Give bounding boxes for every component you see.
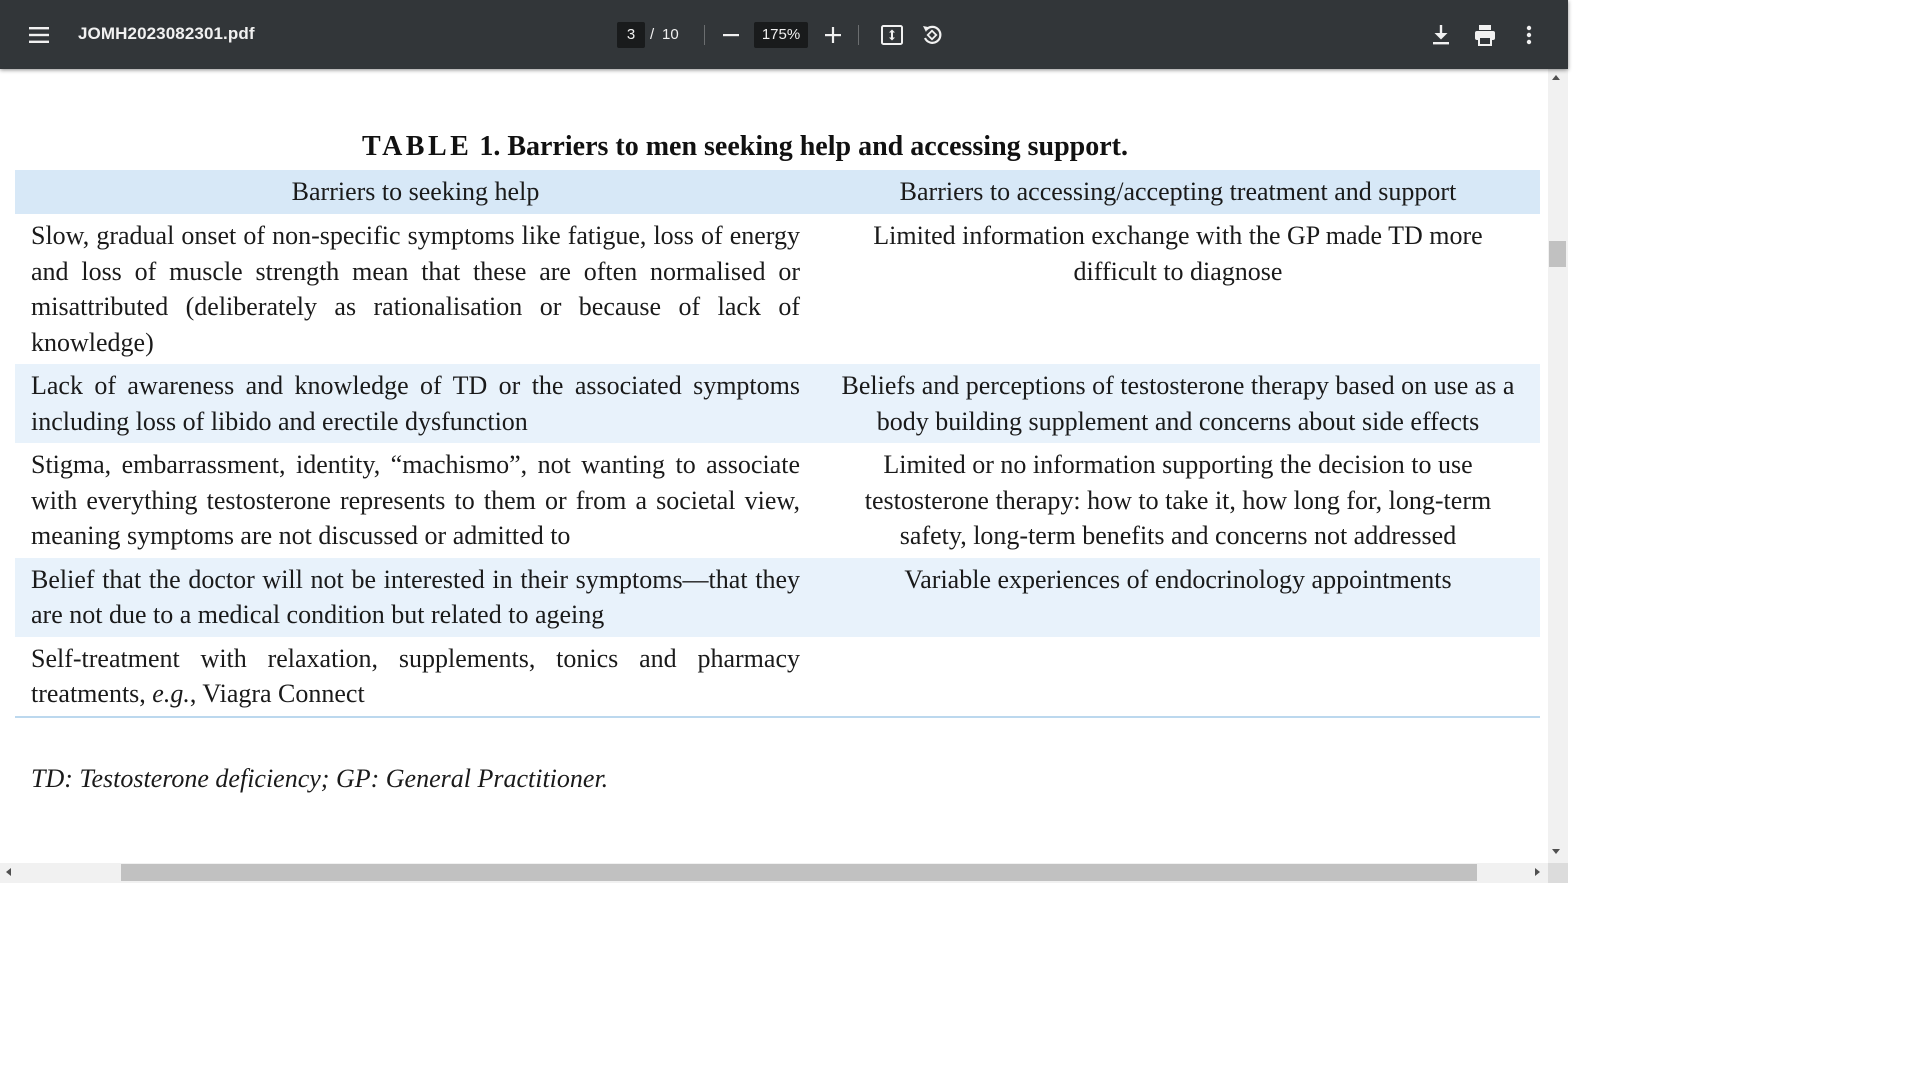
table-cell: Limited information exchange with the GP made TD more difficult to diagnose xyxy=(873,221,1483,286)
table-title-label: TABLE xyxy=(361,131,473,162)
vertical-scrollbar[interactable] xyxy=(1548,69,1568,863)
table-cell: Slow, gradual onset of non-specific symptoms like fatigue, loss of energy and loss of muscle strength mean that these are often normalised or misattributed (deliberately as rationalisation or because of lack of knowledge) xyxy=(31,221,800,357)
toolbar-divider xyxy=(704,25,705,45)
rotate-icon[interactable] xyxy=(919,22,945,48)
table-row xyxy=(15,558,1540,637)
page-separator: / xyxy=(650,26,655,43)
document-title: JOMH2023082301.pdf xyxy=(78,24,255,43)
cell-text: Self-treatment with relaxation, supplements, tonics and pharmacy treatments, xyxy=(31,643,800,708)
zoom-level-input[interactable]: 175% xyxy=(754,22,808,48)
table-cell: Lack of awareness and knowledge of TD or the associated symptoms including loss of libido and erectile dysfunction xyxy=(15,364,816,443)
print-icon[interactable] xyxy=(1472,22,1498,48)
table-row xyxy=(15,637,1540,717)
zoom-in-icon[interactable] xyxy=(820,22,846,48)
barriers-table xyxy=(15,170,1540,718)
table-cell: Variable experiences of endocrinology appointments xyxy=(816,558,1540,637)
vertical-scrollbar-thumb[interactable] xyxy=(1549,241,1566,267)
table-title-text: 1. Barriers to men seeking help and accessing support. xyxy=(479,131,1129,162)
pdf-page-viewport xyxy=(0,69,1548,863)
page-total: 10 xyxy=(662,26,679,43)
column-header-seeking-help: Barriers to seeking help xyxy=(15,170,816,214)
column-header-accessing-treatment: Barriers to accessing/accepting treatment and support xyxy=(816,170,1540,214)
table-cell: Belief that the doctor will not be interested in their symptoms—that they are not due to a medical condition but related to ageing xyxy=(15,558,816,637)
scroll-down-arrow-icon[interactable] xyxy=(1552,849,1560,854)
pdf-toolbar xyxy=(0,0,1568,69)
table-footnote: TD: Testosterone deficiency; GP: General Practitioner. xyxy=(31,764,609,793)
scroll-up-arrow-icon[interactable] xyxy=(1552,75,1560,80)
table-row xyxy=(15,364,1540,443)
table-cell xyxy=(15,637,816,717)
download-icon[interactable] xyxy=(1428,22,1454,48)
table-title xyxy=(0,131,1490,163)
scroll-right-arrow-icon[interactable] xyxy=(1535,868,1540,876)
table-cell: Limited or no information supporting the decision to use testosterone therapy: how to take it, how long for, long-term safety, long-term benefits and concerns not addressed xyxy=(864,450,1492,550)
toolbar-divider xyxy=(858,25,859,45)
scrollbar-corner xyxy=(1548,863,1568,883)
cell-text: , Viagra Connect xyxy=(189,679,365,708)
scroll-left-arrow-icon[interactable] xyxy=(6,868,11,876)
horizontal-scrollbar-thumb[interactable] xyxy=(121,864,1477,881)
cell-text-italic: e.g. xyxy=(152,679,190,708)
menu-icon[interactable] xyxy=(22,19,56,51)
table-cell xyxy=(816,637,1540,717)
fit-page-icon[interactable] xyxy=(879,22,905,48)
table-row xyxy=(15,443,1540,558)
more-options-icon[interactable] xyxy=(1516,22,1542,48)
table-cell: Beliefs and perceptions of testosterone therapy based on use as a body building supplement and concerns about side effects xyxy=(816,364,1540,443)
table-cell: Stigma, embarrassment, identity, “machismo”, not wanting to associate with everything testosterone represents to them or from a societal view, meaning symptoms are not discussed or admitted to xyxy=(31,450,800,550)
page-number-input[interactable]: 3 xyxy=(617,22,645,48)
table-header-row xyxy=(15,170,1540,214)
table-row xyxy=(15,214,1540,364)
zoom-out-icon[interactable] xyxy=(718,22,744,48)
